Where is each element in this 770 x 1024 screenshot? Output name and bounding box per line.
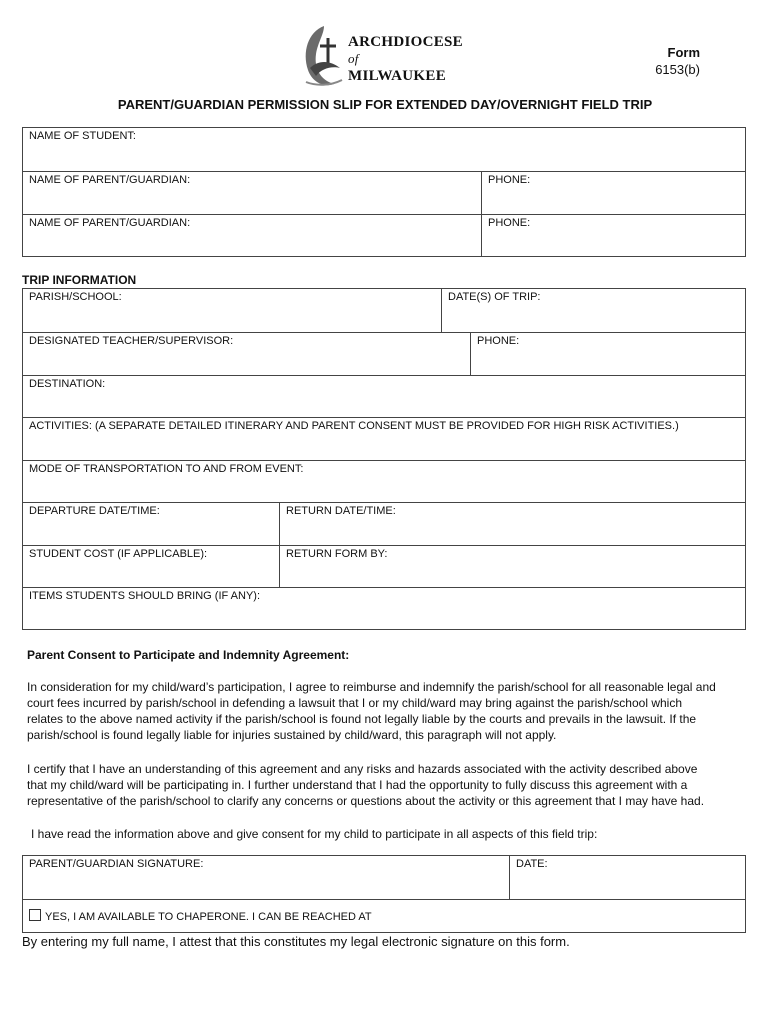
activities-row [23, 417, 745, 460]
cost-field[interactable] [23, 546, 279, 587]
consent-heading: Parent Consent to Participate and Indemnity Agreement: [27, 648, 350, 662]
return-field[interactable] [279, 503, 745, 545]
guardian-row-1 [23, 171, 745, 214]
signature-table [22, 855, 746, 933]
activities-field[interactable] [23, 418, 745, 460]
return-form-field[interactable] [279, 546, 745, 587]
signature-row [23, 856, 745, 899]
student-name-label: NAME OF STUDENT: [29, 130, 136, 142]
destination-field[interactable] [23, 376, 745, 417]
archdiocese-logo [300, 24, 463, 90]
trip-info-heading: TRIP INFORMATION [22, 273, 137, 287]
date-label: DATE: [516, 858, 548, 870]
student-info-table [22, 127, 746, 257]
parish-school-field[interactable] [23, 289, 441, 332]
chaperone-row [23, 899, 745, 932]
chaperone-label: YES, I AM AVAILABLE TO CHAPERONE. I CAN BE REACHED AT [45, 911, 372, 923]
parish-row [23, 289, 745, 332]
items-field[interactable] [23, 588, 745, 629]
guardian-1-phone-field[interactable] [481, 172, 745, 214]
transport-label: MODE OF TRANSPORTATION TO AND FROM EVENT: [29, 463, 304, 475]
student-name-row [23, 128, 745, 171]
items-row [23, 587, 745, 629]
guardian-2-field[interactable] [23, 215, 481, 256]
trip-dates-field[interactable] [441, 289, 745, 332]
teacher-phone-field[interactable] [470, 333, 745, 375]
chaperone-checkbox[interactable] [29, 909, 41, 921]
signature-field[interactable] [23, 856, 509, 899]
departure-label: DEPARTURE DATE/TIME: [29, 505, 160, 517]
consent-paragraph-2: I certify that I have an understanding of this agreement and any risks and hazards associated with the activity described above that my child/ward will be participating in. I further understand that I had the opportunity to fully discuss this agreement with a representative of the parish/school to clarify any concerns or questions about the activity or this agreement that I may have had. [27, 762, 705, 808]
form-label: Form [667, 45, 700, 60]
form-number: 6153(b) [655, 62, 700, 77]
return-form-label: RETURN FORM BY: [286, 548, 388, 560]
signature-date-field[interactable] [509, 856, 745, 899]
dove-cross-icon [300, 24, 348, 90]
transport-row [23, 460, 745, 502]
guardian-1-field[interactable] [23, 172, 481, 214]
destination-row [23, 375, 745, 417]
signature-label: PARENT/GUARDIAN SIGNATURE: [29, 858, 204, 870]
consent-paragraph-1: In consideration for my child/ward’s participation, I agree to reimburse and indemnify the parish/school for all reasonable legal and court fees incurred by parish/school in defending a lawsuit that I or my child/ward may bring against the parish/school which relates to the above named activity if the parish/school is found not legally liable by the courts and prevails in the lawsuit. If the parish/school is found legally liable for injuries sustained by child/ward, this paragraph will not apply. [27, 680, 716, 742]
trip-info-table [22, 288, 746, 630]
logo-of: of [348, 51, 359, 66]
teacher-row [23, 332, 745, 375]
chaperone-field[interactable] [23, 900, 745, 932]
trip-dates-label: DATE(S) OF TRIP: [448, 291, 541, 303]
departure-field[interactable] [23, 503, 279, 545]
teacher-field[interactable] [23, 333, 470, 375]
guardian-1-label: NAME OF PARENT/GUARDIAN: [29, 174, 191, 186]
activities-label: ACTIVITIES: (A SEPARATE DETAILED ITINERARY AND PARENT CONSENT MUST BE PROVIDED FOR HIGH RISK ACTIVITIES.) [29, 420, 679, 432]
guardian-row-2 [23, 214, 745, 256]
form-number-block [655, 44, 700, 78]
return-label: RETURN DATE/TIME: [286, 505, 396, 517]
teacher-phone-label: PHONE: [477, 335, 520, 347]
items-label: ITEMS STUDENTS SHOULD BRING (IF ANY): [29, 590, 261, 602]
teacher-label: DESIGNATED TEACHER/SUPERVISOR: [29, 335, 234, 347]
logo-line-1: ARCHDIOCESE [348, 34, 463, 50]
consent-paragraph-3: I have read the information above and give consent for my child to participate in all aspects of this field trip: [31, 827, 598, 841]
phone-2-label: PHONE: [488, 217, 531, 229]
logo-line-2 [348, 51, 460, 85]
phone-1-label: PHONE: [488, 174, 531, 186]
cost-label: STUDENT COST (IF APPLICABLE): [29, 548, 208, 560]
cost-row [23, 545, 745, 587]
e-signature-attestation: By entering my full name, I attest that this constitutes my legal electronic signature on this form. [22, 934, 570, 949]
destination-label: DESTINATION: [29, 378, 106, 390]
student-name-field[interactable] [23, 128, 745, 171]
logo-line-2-text: MILWAUKEE [348, 68, 447, 84]
guardian-2-phone-field[interactable] [481, 215, 745, 256]
parish-school-label: PARISH/SCHOOL: [29, 291, 122, 303]
departure-row [23, 502, 745, 545]
transport-field[interactable] [23, 461, 745, 502]
guardian-2-label: NAME OF PARENT/GUARDIAN: [29, 217, 191, 229]
page-title: PARENT/GUARDIAN PERMISSION SLIP FOR EXTENDED DAY/OVERNIGHT FIELD TRIP [117, 97, 653, 112]
